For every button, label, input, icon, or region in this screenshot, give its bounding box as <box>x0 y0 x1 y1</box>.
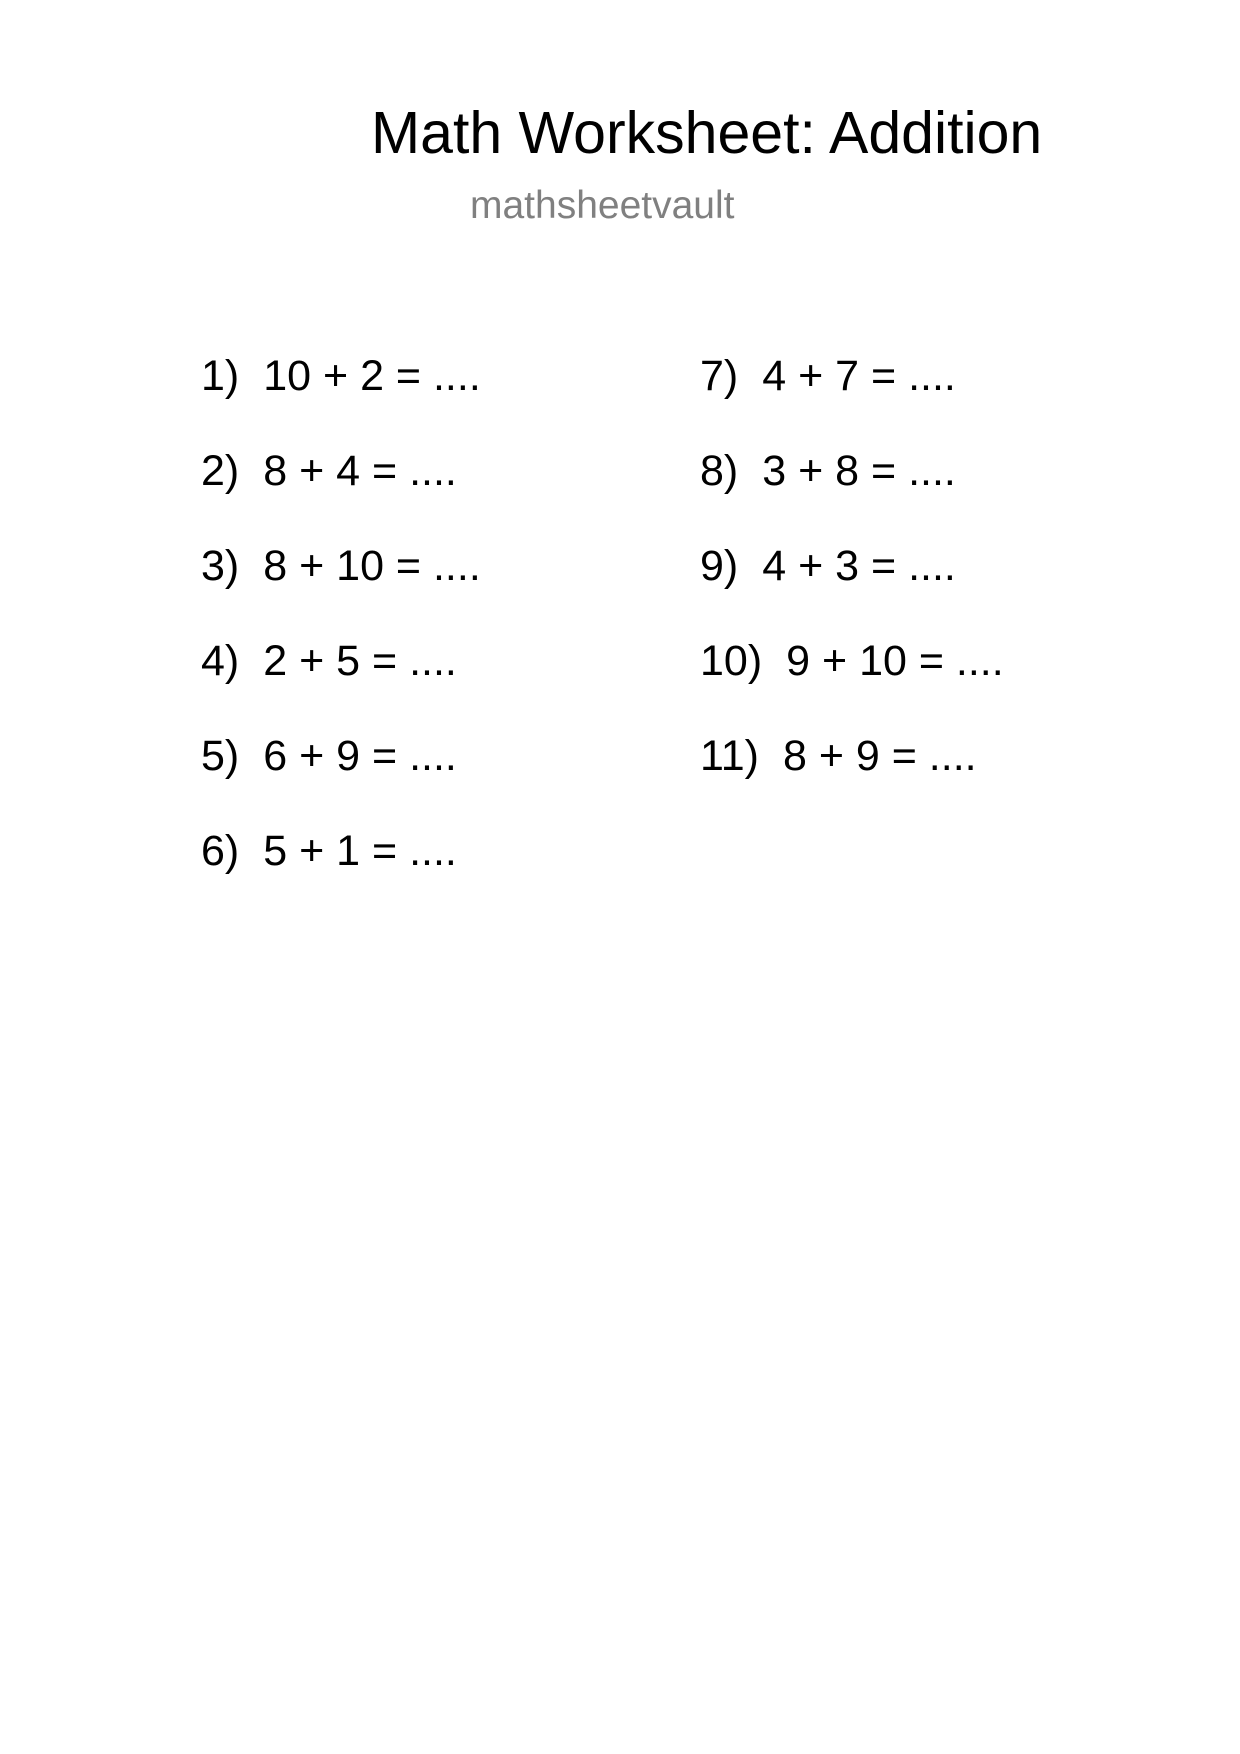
problem-item <box>700 446 956 496</box>
problem-number: 11) <box>700 732 759 780</box>
problem-number: 7) <box>700 352 739 400</box>
problem-item <box>700 541 956 591</box>
problem-expression: 8 + 10 = .... <box>263 542 481 590</box>
problem-expression: 10 + 2 = .... <box>263 352 481 400</box>
worksheet-title: Math Worksheet: Addition <box>371 100 1043 166</box>
problem-number: 4) <box>201 637 240 685</box>
problem-number: 3) <box>201 542 240 590</box>
problem-expression: 2 + 5 = .... <box>263 637 457 685</box>
problem-expression: 9 + 10 = .... <box>786 637 1004 685</box>
problem-expression: 8 + 4 = .... <box>263 447 457 495</box>
worksheet-source: mathsheetvault <box>470 184 735 227</box>
problem-item <box>201 351 481 401</box>
problem-expression: 4 + 3 = .... <box>762 542 956 590</box>
problem-expression: 5 + 1 = .... <box>263 827 457 875</box>
problem-item <box>201 541 481 591</box>
problem-number: 1) <box>201 352 240 400</box>
problem-item <box>201 826 457 876</box>
problem-item <box>700 351 956 401</box>
problem-item <box>201 446 457 496</box>
problem-item <box>700 636 1004 686</box>
problem-expression: 4 + 7 = .... <box>762 352 956 400</box>
problem-number: 8) <box>700 447 739 495</box>
problem-expression: 3 + 8 = .... <box>762 447 956 495</box>
problem-number: 5) <box>201 732 240 780</box>
problem-item <box>201 731 457 781</box>
problem-number: 6) <box>201 827 240 875</box>
problem-number: 9) <box>700 542 739 590</box>
problem-item <box>201 636 457 686</box>
problem-number: 2) <box>201 447 240 495</box>
problem-item <box>700 731 977 781</box>
problem-expression: 6 + 9 = .... <box>263 732 457 780</box>
problem-number: 10) <box>700 637 763 685</box>
problem-expression: 8 + 9 = .... <box>782 732 977 780</box>
